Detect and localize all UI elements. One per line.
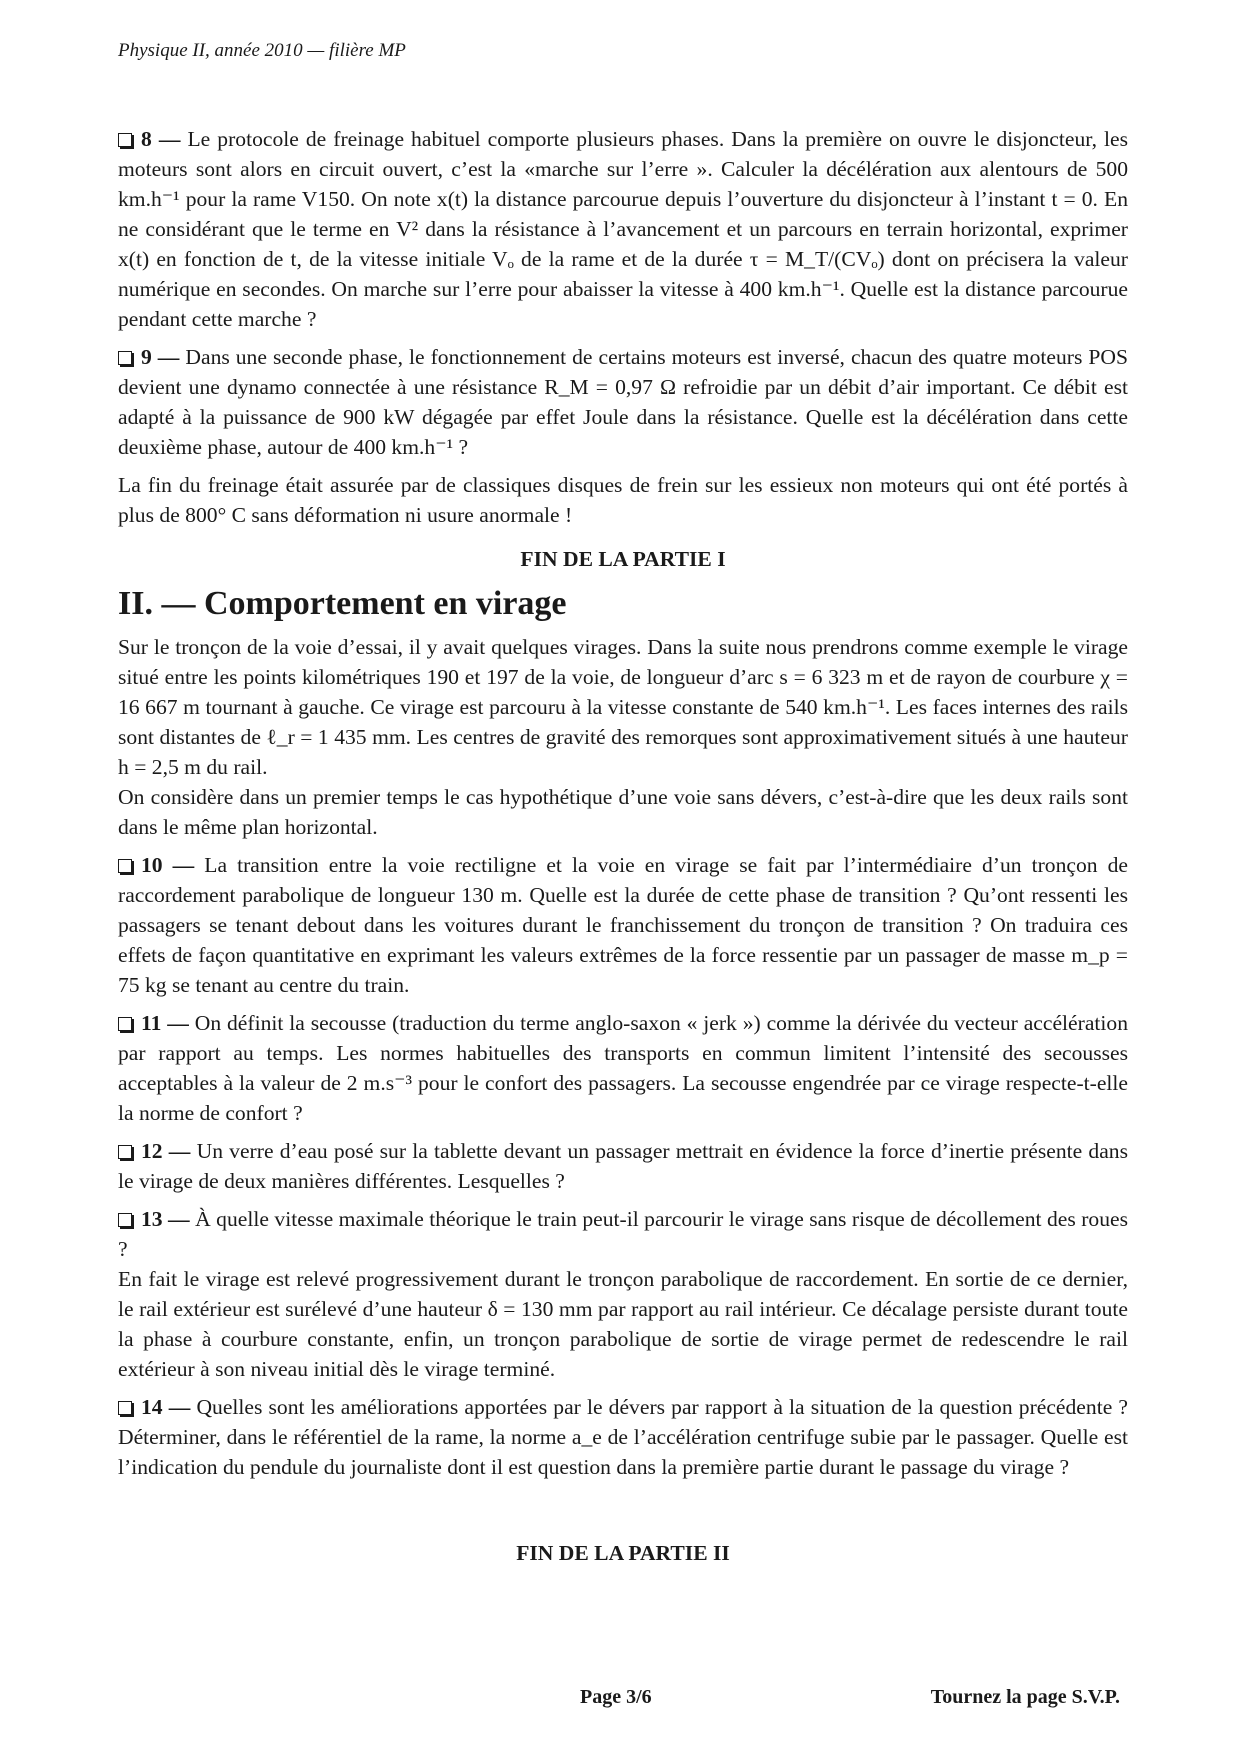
question-text: Quelles sont les améliorations apportées par le dévers par rapport à la situation de la question précédente ? Déterminer, dans le référentiel de la rame, la norme a_e de l’accélération centrifuge subie par le passager. Quelle est l’indication du pendule du journaliste dont il est question dans la première partie durant le passage du virage ?: [118, 1395, 1128, 1479]
question-number: 14 —: [141, 1395, 191, 1419]
spacer: [118, 1490, 1128, 1524]
question-text: Dans une seconde phase, le fonctionnement de certains moteurs est inversé, chacun des quatre moteurs POS devient une dynamo connectée à une résistance R_M = 0,97 Ω refroidie par un débit d’air important. Ce débit est adapté à la puissance de 900 kW dégagée par effet Joule dans la résistance. Quelle est la décélération dans cette deuxième phase, autour de 400 km.h⁻¹ ?: [118, 345, 1128, 459]
question-number: 10 —: [141, 853, 195, 877]
question-13: [118, 1204, 1128, 1264]
question-number: 13 —: [141, 1207, 190, 1231]
question-number: 12 —: [141, 1139, 191, 1163]
question-12: [118, 1136, 1128, 1196]
question-text: La transition entre la voie rectiligne et la voie en virage se fait par l’intermédiaire d’un tronçon de raccordement parabolique de longueur 130 m. Quelle est la durée de cette phase de transition ? Qu’ont ressenti les passagers se tenant debout dans les voitures durant le franchissement du tronçon de transition ? On traduira ces effets de façon quantitative en exprimant les valeurs extrêmes de la force ressentie par un passager de masse m_p = 75 kg se tenant au centre du train.: [118, 853, 1128, 997]
turn-page-note: Tournez la page S.V.P.: [930, 1686, 1120, 1708]
question-number: 8 —: [141, 127, 181, 151]
checkbox-marker-icon: [118, 1213, 132, 1227]
paragraph-superelevation: En fait le virage est relevé progressivement durant le tronçon parabolique de raccordement. En sortie de ce dernier, le rail extérieur est surélevé d’une hauteur δ = 130 mm par rapport au rail intérieur. Ce décalage persiste durant toute la phase à courbure constante, enfin, un tronçon parabolique de sortie de virage permet de redescendre le rail extérieur à son niveau initial dès le virage terminé.: [118, 1267, 1128, 1381]
question-10: [118, 850, 1128, 1000]
part-end-1: FIN DE LA PARTIE I: [520, 547, 726, 571]
question-9: [118, 342, 1128, 462]
question-text: Le protocole de freinage habituel comporte plusieurs phases. Dans la première on ouvre le disjoncteur, les moteurs sont alors en circuit ouvert, c’est la «marche sur l’erre ». Calculer la décélération aux alentours de 500 km.h⁻¹ pour la rame V150. On note x(t) la distance parcourue depuis l’ouverture du disjoncteur à l’instant t = 0. En ne considérant que le terme en V² dans la résistance à l’avancement et un parcours en terrain horizontal, exprimer x(t) en fonction de t, de la vitesse initiale Vₒ de la rame et de la durée τ = M_T/(CVₒ) dont on précisera la valeur numérique en secondes. On marche sur l’erre pour abaisser la vitesse à 400 km.h⁻¹. Quelle est la distance parcourue pendant cette marche ?: [118, 127, 1129, 331]
question-14: [118, 1392, 1128, 1482]
checkbox-marker-icon: [118, 1145, 132, 1159]
question-11: [118, 1008, 1128, 1128]
page-number: Page 3/6: [580, 1686, 652, 1708]
question-text: À quelle vitesse maximale théorique le train peut-il parcourir le virage sans risque de décollement des roues ?: [118, 1207, 1128, 1261]
document-page: [118, 0, 1128, 1754]
question-text: On définit la secousse (traduction du terme anglo-saxon « jerk ») comme la dérivée du vecteur accélération par rapport au temps. Les normes habituelles des transports en commun limitent l’intensité des secousses acceptables à la valeur de 2 m.s⁻³ pour le confort des passagers. La secousse engendrée par ce virage respecte-t-elle la norme de confort ?: [118, 1011, 1128, 1125]
paragraph-brake-end: La fin du freinage était assurée par de classiques disques de frein sur les essieux non moteurs qui ont été portés à plus de 800° C sans déformation ni usure anormale !: [118, 473, 1128, 527]
page-content: [118, 124, 1128, 1578]
question-text: Un verre d’eau posé sur la tablette devant un passager mettrait en évidence la force d’inertie présente dans le virage de deux manières différentes. Lesquelles ?: [118, 1139, 1128, 1193]
checkbox-marker-icon: [118, 1017, 132, 1031]
checkbox-marker-icon: [118, 1401, 132, 1415]
section-title: II. — Comportement en virage: [118, 585, 567, 622]
question-number: 9 —: [141, 345, 180, 369]
paragraph-section2-hypothesis: On considère dans un premier temps le cas hypothétique d’une voie sans dévers, c’est-à-dire que les deux rails sont dans le même plan horizontal.: [118, 785, 1128, 839]
paragraph-section2-intro: Sur le tronçon de la voie d’essai, il y avait quelques virages. Dans la suite nous prendrons comme exemple le virage situé entre les points kilométriques 190 et 197 de la voie, de longueur d’arc s = 6 323 m et de rayon de courbure χ = 16 667 m tournant à gauche. Ce virage est parcouru à la vitesse constante de 540 km.h⁻¹. Les faces internes des rails sont distantes de ℓ_r = 1 435 mm. Les centres de gravité des remorques sont approximativement situés à une hauteur h = 2,5 m du rail.: [118, 635, 1128, 779]
question-8: [118, 124, 1128, 334]
question-number: 11 —: [141, 1011, 189, 1035]
part-end-2: FIN DE LA PARTIE II: [516, 1541, 730, 1565]
running-head: Physique II, année 2010 — filière MP: [118, 40, 406, 61]
checkbox-marker-icon: [118, 133, 132, 147]
checkbox-marker-icon: [118, 859, 132, 873]
checkbox-marker-icon: [118, 351, 132, 365]
